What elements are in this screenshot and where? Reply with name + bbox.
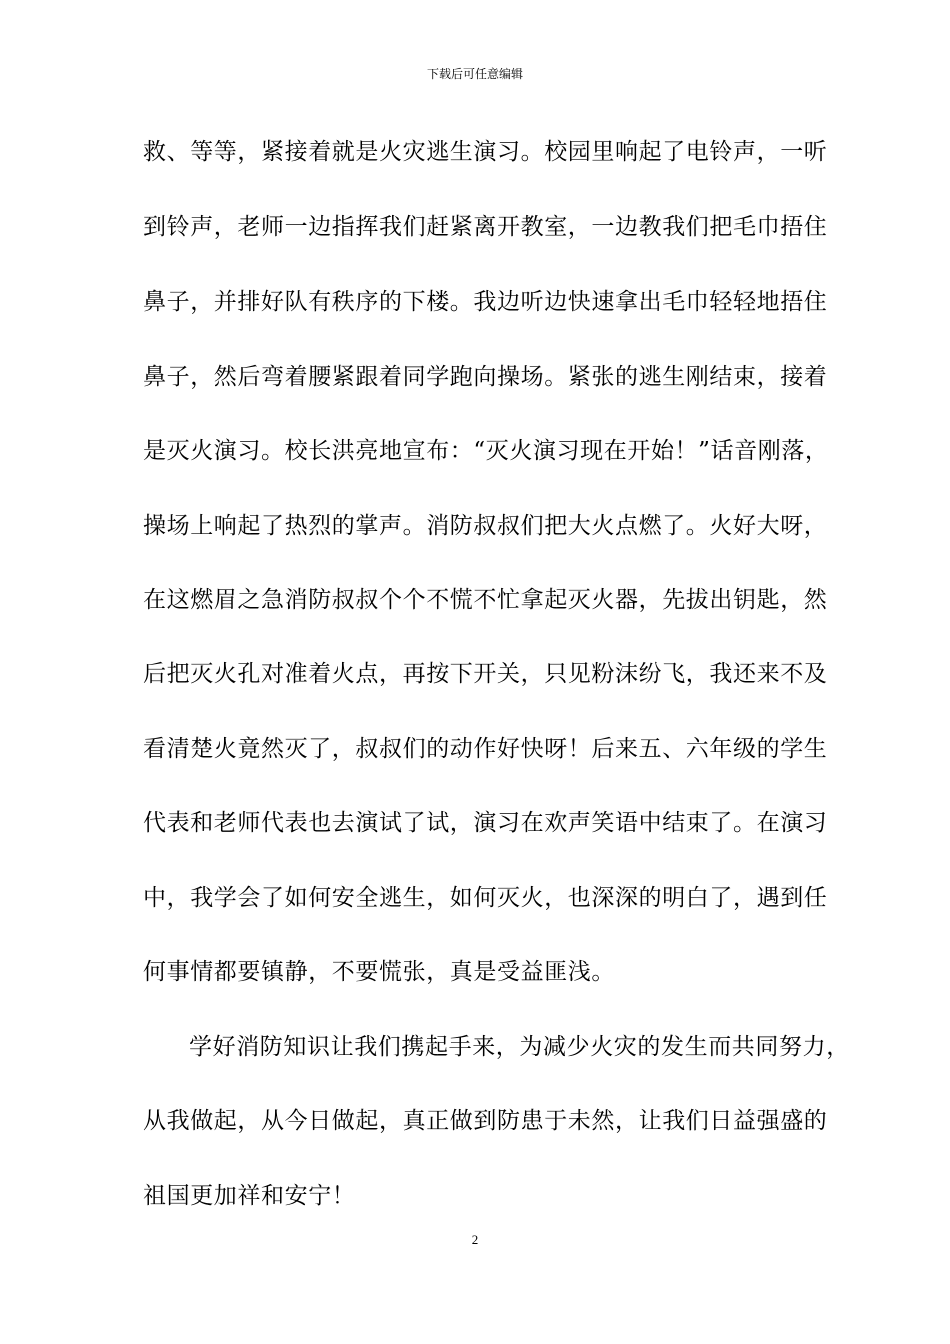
page-number: 2 <box>471 1232 479 1247</box>
text-line: 后把灭火孔对准着火点，再按下开关，只见粉沫纷飞，我还来不及 <box>143 661 828 687</box>
text-line: 看清楚火竟然灭了，叔叔们的动作好快呀！后来五、六年级的学生 <box>143 736 828 762</box>
text-line: 代表和老师代表也去演试了试，演习在欢声笑语中结束了。在演习 <box>143 810 828 836</box>
text-line: 从我做起，从今日做起，真正做到防患于未然，让我们日益强盛的 <box>143 1108 828 1134</box>
text-line: 到铃声，老师一边指挥我们赶紧离开教室，一边教我们把毛巾捂住 <box>143 214 828 240</box>
text-line: 救、等等，紧接着就是火灾逃生演习。校园里响起了电铃声，一听 <box>143 139 828 165</box>
text-line: 何事情都要镇静，不要慌张，真是受益匪浅。 <box>143 959 615 985</box>
text-line: 操场上响起了热烈的掌声。消防叔叔们把大火点燃了。火好大呀， <box>143 513 828 539</box>
paragraph-first-line: 学好消防知识让我们携起手来，为减少火灾的发生而共同努力， <box>189 1034 850 1060</box>
text-line: 鼻子，并排好队有秩序的下楼。我边听边快速拿出毛巾轻轻地捂住 <box>143 289 828 315</box>
text-line: 祖国更加祥和安宁！ <box>143 1183 356 1209</box>
text-line: 是灭火演习。校长洪亮地宣布：“灭火演习现在开始！”话音刚落， <box>143 438 829 464</box>
text-line: 鼻子，然后弯着腰紧跟着同学跑向操场。紧张的逃生刚结束，接着 <box>143 364 828 390</box>
text-line: 在这燃眉之急消防叔叔个个不慌不忙拿起灭火器，先拔出钥匙，然 <box>143 587 828 613</box>
page-header: 下载后可任意编辑 <box>426 67 523 81</box>
text-line: 中，我学会了如何安全逃生，如何灭火，也深深的明白了，遇到任 <box>143 885 828 911</box>
